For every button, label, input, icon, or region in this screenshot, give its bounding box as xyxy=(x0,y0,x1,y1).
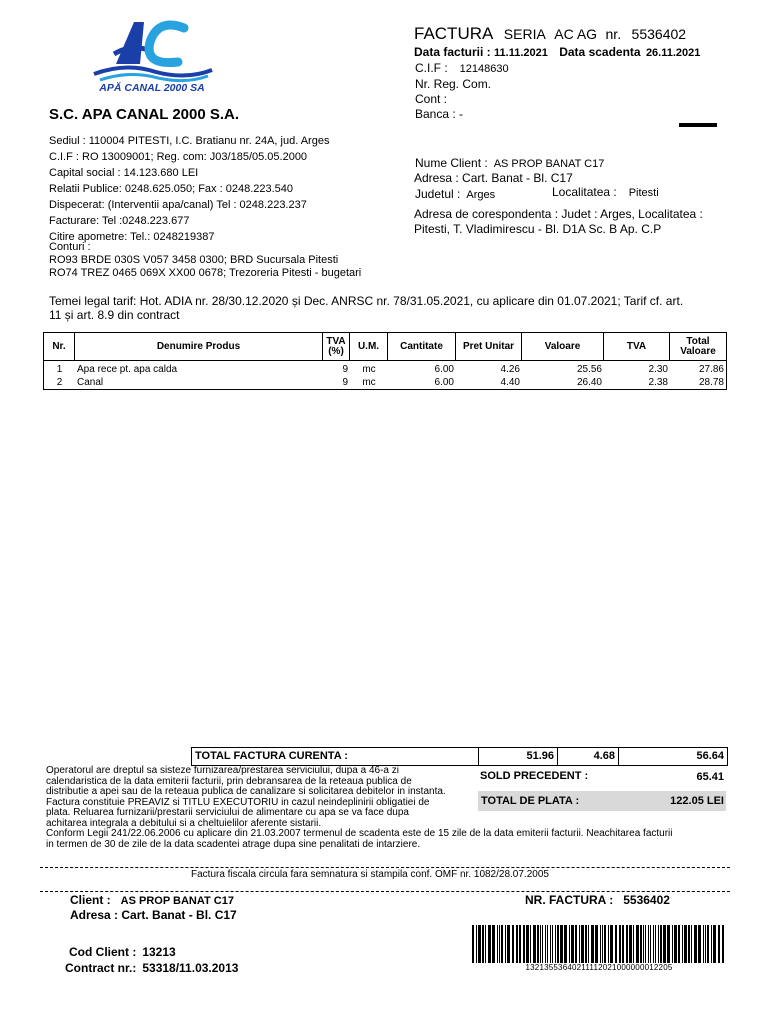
barcode-bar xyxy=(575,925,577,963)
previous-balance-value: 65.41 xyxy=(696,771,724,783)
company-details: Sediul : 110004 PITESTI, I.C. Bratianu nr. 24A, jud. Arges C.I.F : RO 13009001; Reg. com: J03/185/05.05.2000 Capital social : 14.123.680 LEI Relatii Publice: 0248.625.050; Fax : 0248.223.540 Dispecerat: (Interventii apa/canal) Tel : 0248.223.237 Facturare: Tel :0248.223.677 Citire apometre: Tel.: 0248219387 xyxy=(49,135,330,243)
barcode-bar xyxy=(476,925,477,963)
barcode-bar xyxy=(705,925,706,963)
barcode-bar xyxy=(682,925,683,963)
barcode-bar xyxy=(512,925,514,963)
barcode-bar xyxy=(645,925,646,963)
barcode-bar xyxy=(633,925,634,963)
barcode-bar xyxy=(482,925,484,963)
barcode-bar xyxy=(571,925,574,963)
client-address: Adresa : Cart. Banat - Bl. C17 xyxy=(414,171,573,185)
barcode-bar xyxy=(501,925,503,963)
total-payable-value: 122.05 LEI xyxy=(670,795,724,807)
barcode-bar xyxy=(499,925,500,963)
redaction-mark xyxy=(679,123,717,127)
barcode-bar xyxy=(595,925,598,963)
barcode-bar xyxy=(678,925,680,963)
barcode-bar xyxy=(492,925,495,963)
barcode-bar xyxy=(684,925,687,963)
barcode-bar xyxy=(600,925,601,963)
barcode-bar xyxy=(629,925,632,963)
stub-client-code: Cod Client : 13213 xyxy=(69,945,176,959)
barcode-bar xyxy=(626,925,628,963)
barcode-bar xyxy=(540,925,541,963)
barcode-bar xyxy=(557,925,559,963)
barcode-bar xyxy=(707,925,709,963)
stub-client: Client : AS PROP BANAT C17 xyxy=(70,893,234,907)
barcode-bar xyxy=(530,925,531,963)
barcode-bar xyxy=(694,925,697,963)
barcode-bar xyxy=(591,925,594,963)
barcode-bar xyxy=(526,925,529,963)
company-accounts: Conturi : RO93 BRDE 030S V057 3458 0300; BRD Sucursala Pitesti RO74 TREZ 0465 069X XX00 0678; Trezoreria Pitesti - bugetari xyxy=(49,241,362,279)
barcode-bar xyxy=(516,925,518,963)
barcode-bar xyxy=(674,925,677,963)
barcode-bar xyxy=(537,925,539,963)
barcode-bar xyxy=(581,925,584,963)
barcode-bar xyxy=(691,925,692,963)
barcode-bar xyxy=(569,925,570,963)
barcode-bar xyxy=(722,925,724,963)
barcode-bar xyxy=(703,925,704,963)
barcode-bar xyxy=(640,925,642,963)
client-correspondence: Adresa de corespondenta : Judet : Arges, Localitatea : Pitesti, T. Vladimirescu - Bl. D1A Sc. B Ap. C.P xyxy=(414,207,703,236)
barcode-bar xyxy=(663,925,666,963)
barcode-bar xyxy=(560,925,563,963)
barcode-bar xyxy=(718,925,720,963)
barcode-bar xyxy=(485,925,486,963)
payment-notice: Operatorul are dreptul sa sisteze furnizarea/prestarea serviciului, dupa a 46-a zi calendaristica de la data emiterii facturii, prin debransarea de la reteaua publica de distributie a apei sau de la reteaua publica de canalizare si solicitarea debitelor in instanta. Factura constituie PREAVIZ si TITLU EXECUTORIU in cazul neindeplinirii obligatiei de plata. Reluarea furnizarii/prestarii serviciului de alimentare cu apa se va face dupa achitarea integrala a debitului si a cheltuielilor aferente sistarii. Conform Legii 241/22.06.2006 cu aplicare din 21.03.2007 termenul de scadenta este de 15 zile de la data emiterii facturii. Neachitarea facturii in termen de 30 de zile de la data scadentei atrage dupa sine penalitati de intarziere. xyxy=(46,765,673,850)
barcode-bar xyxy=(555,925,556,963)
barcode-bar xyxy=(713,925,716,963)
total-payable-label: TOTAL DE PLATA : xyxy=(481,795,580,807)
barcode-bar xyxy=(667,925,670,963)
fiscal-note: Factura fiscala circula fara semnatura si stampila conf. OMF nr. 1082/28.07.2005 xyxy=(191,869,549,880)
barcode-bar xyxy=(547,925,548,963)
barcode-bar xyxy=(660,925,662,963)
items-table xyxy=(43,332,727,390)
client-city: Localitatea : Pitesti xyxy=(552,185,659,199)
logo-text: APĂ CANAL 2000 SA xyxy=(99,82,205,94)
stub-contract: Contract nr.: 53318/11.03.2013 xyxy=(65,961,239,975)
barcode-bar xyxy=(653,925,654,963)
barcode-bar xyxy=(650,925,651,963)
total-current-box: TOTAL FACTURA CURENTA : 51.96 4.68 56.64 xyxy=(191,747,728,766)
barcode-bar xyxy=(519,925,521,963)
barcode-bar xyxy=(636,925,639,963)
barcode-bar xyxy=(608,925,609,963)
barcode-bar xyxy=(564,925,567,963)
barcode-bar xyxy=(497,925,498,963)
legal-tariff: Temei legal tarif: Hot. ADIA nr. 28/30.12.2020 și Dec. ANRSC nr. 78/31.05.2021, cu aplicare din 01.07.2021; Tarif cf. art. 11 și art. 8.9 din contract xyxy=(49,294,684,322)
barcode-bar xyxy=(602,925,603,963)
barcode-bar xyxy=(488,925,491,963)
separator-top xyxy=(40,867,730,868)
barcode-bar xyxy=(672,925,673,963)
company-name: S.C. APA CANAL 2000 S.A. xyxy=(49,106,240,123)
barcode-bar xyxy=(643,925,644,963)
barcode-bar xyxy=(585,925,587,963)
barcode-bar xyxy=(545,925,546,963)
stub-address: Adresa : Cart. Banat - Bl. C17 xyxy=(70,908,237,922)
previous-balance-label: SOLD PRECEDENT : xyxy=(480,770,589,782)
barcode-bar xyxy=(615,925,617,963)
barcode-bar xyxy=(550,925,551,963)
barcode-bar xyxy=(523,925,525,963)
barcode xyxy=(472,925,726,963)
barcode-bar xyxy=(655,925,656,963)
barcode-bar xyxy=(610,925,613,963)
barcode-bar xyxy=(711,925,712,963)
barcode-bar xyxy=(604,925,606,963)
invoice-ids: C.I.F : 12148630 Nr. Reg. Com. Cont : Banca : - xyxy=(415,61,509,121)
table-header: Nr. Denumire Produs TVA (%) U.M. Cantitate Pret Unitar Valoare TVA Total Valoare xyxy=(44,333,726,361)
barcode-bar xyxy=(533,925,536,963)
barcode-bar xyxy=(552,925,553,963)
barcode-bar xyxy=(622,925,624,963)
client-name: Nume Client : AS PROP BANAT C17 xyxy=(415,156,605,170)
barcode-bar xyxy=(698,925,701,963)
barcode-bar xyxy=(648,925,649,963)
invoice-title-line: FACTURA SERIA AC AG nr. 5536402 xyxy=(414,24,687,43)
barcode-bar xyxy=(658,925,659,963)
barcode-text: 13213553640211112021000000012205 xyxy=(525,963,673,972)
barcode-bar xyxy=(472,925,474,963)
table-row: 2 Canal 9 mc 6.00 4.40 26.40 2.38 28.78 xyxy=(56,377,724,388)
table-row: 1 Apa rece pt. apa calda 9 mc 6.00 4.26 25.56 2.30 27.86 xyxy=(56,364,724,375)
barcode-bar xyxy=(579,925,580,963)
barcode-bar xyxy=(688,925,690,963)
barcode-bar xyxy=(619,925,621,963)
barcode-bar xyxy=(507,925,510,963)
barcode-bar xyxy=(505,925,506,963)
barcode-bar xyxy=(478,925,481,963)
invoice-dates: Data facturii : 11.11.2021 Data scadenta 26.11.2021 xyxy=(414,45,701,59)
cut-line xyxy=(40,891,730,892)
barcode-bar xyxy=(588,925,589,963)
stub-invoice-number: NR. FACTURA : 5536402 xyxy=(525,893,670,907)
client-county: Judetul : Arges xyxy=(415,187,496,201)
barcode-bar xyxy=(542,925,543,963)
